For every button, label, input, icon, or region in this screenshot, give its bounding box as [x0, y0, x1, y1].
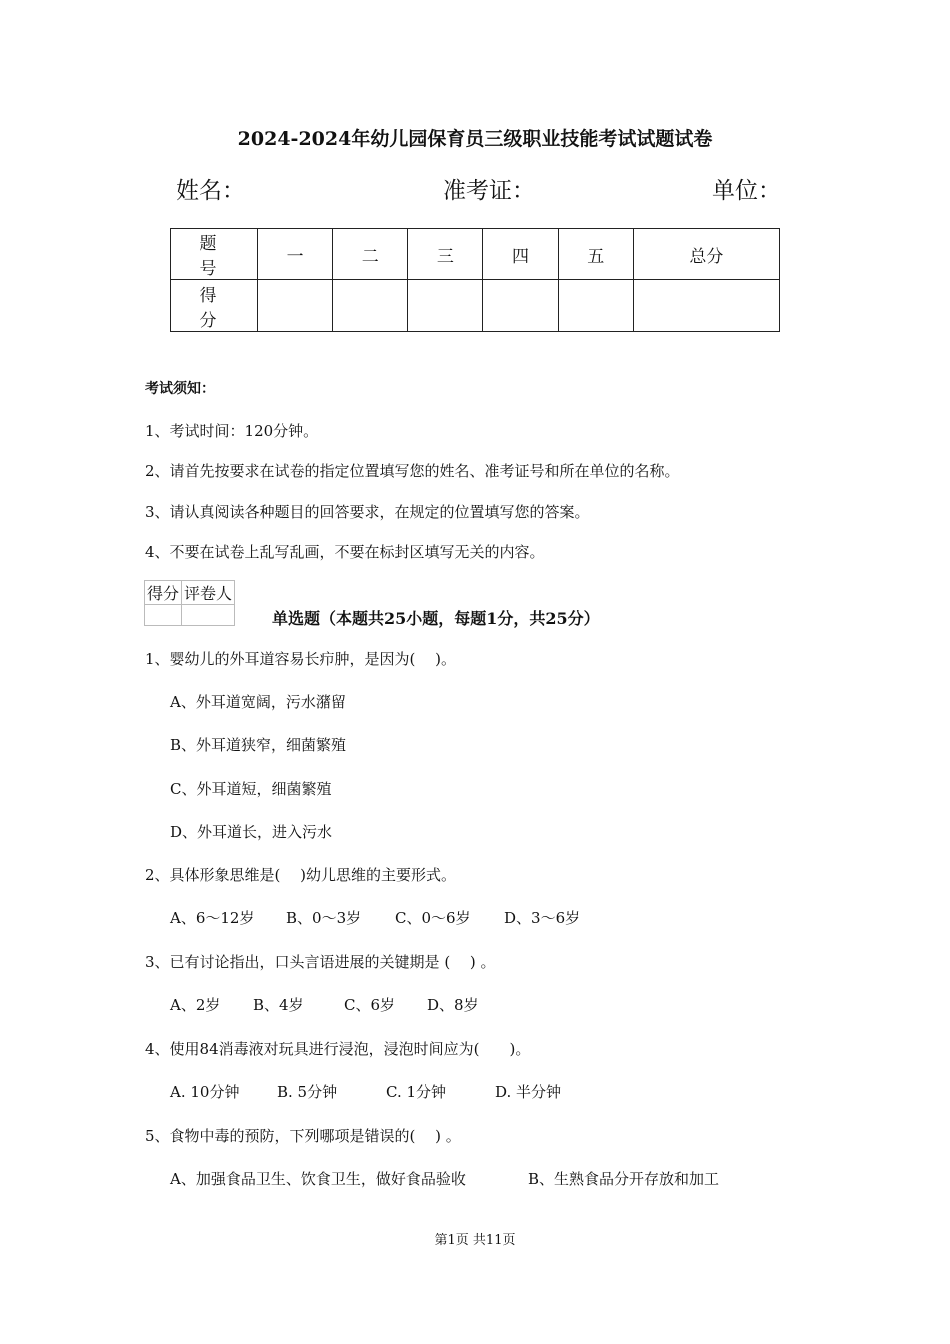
score-header-cell: 五: [558, 229, 633, 280]
question-option: A. 10分钟: [170, 1083, 240, 1101]
score-cell: [483, 280, 558, 332]
question-options-row: [170, 1168, 719, 1189]
question-option: C、0～6岁: [395, 909, 471, 927]
section-title: 单选题（本题共25小题，每题1分，共25分）: [272, 609, 600, 628]
question-option: A、6～12岁: [170, 909, 255, 927]
question-options-row: [170, 994, 479, 1015]
question-option: C、外耳道短，细菌繁殖: [170, 780, 332, 798]
name-field-label: 姓名：: [176, 178, 245, 204]
document-title: 2024-2024年幼儿园保育员三级职业技能考试试题试卷: [237, 128, 713, 150]
exam-id-field-label: 准考证：: [443, 178, 535, 204]
score-header-cell: 一: [258, 229, 333, 280]
question-option: B、0～3岁: [286, 909, 362, 927]
score-table-header-row: [171, 229, 780, 280]
question-option: B、生熟食品分开存放和加工: [528, 1170, 720, 1188]
question-text: 3、已有讨论指出，口头言语进展的关键期是 ( ) 。: [145, 953, 496, 971]
score-cell: [258, 280, 333, 332]
notice-item: 4、不要在试卷上乱写乱画，不要在标封区填写无关的内容。: [145, 543, 545, 561]
score-header-cell: 总分: [633, 229, 779, 280]
notice-item: 2、请首先按要求在试卷的指定位置填写您的姓名、准考证号和所在单位的名称。: [145, 462, 680, 480]
unit-field-label: 单位：: [712, 178, 781, 204]
score-table: [170, 228, 780, 332]
score-cell: [633, 280, 779, 332]
notice-heading: 考试须知：: [145, 381, 215, 397]
question-option: B. 5分钟: [277, 1083, 338, 1101]
score-header-cell: 题 号: [171, 229, 258, 280]
grader-reviewer-label: 评卷人: [182, 581, 235, 605]
score-cell: [408, 280, 483, 332]
question-option: D、外耳道长，进入污水: [170, 823, 333, 841]
question-option: A、加强食品卫生、饮食卫生，做好食品验收: [170, 1170, 466, 1188]
score-header-cell: 四: [483, 229, 558, 280]
question-option: D、3～6岁: [504, 909, 581, 927]
question-text: 2、具体形象思维是( )幼儿思维的主要形式。: [145, 866, 457, 884]
score-header-cell: 三: [408, 229, 483, 280]
score-cell: [558, 280, 633, 332]
question-option: D. 半分钟: [495, 1083, 562, 1101]
grader-reviewer-cell: [182, 605, 235, 626]
question-text: 1、婴幼儿的外耳道容易长疖肿，是因为( )。: [145, 650, 457, 668]
question-option: C. 1分钟: [386, 1083, 447, 1101]
question-option: B、外耳道狭窄，细菌繁殖: [170, 736, 347, 754]
score-header-cell: 二: [333, 229, 408, 280]
notice-item: 1、考试时间：120分钟。: [145, 422, 319, 440]
question-option: D、8岁: [427, 996, 479, 1014]
question-option: B、4岁: [253, 996, 304, 1014]
question-option: C、6岁: [344, 996, 396, 1014]
grader-box: [144, 580, 235, 626]
score-table-score-row: [171, 280, 780, 332]
score-row-label: 得 分: [171, 280, 258, 332]
page-footer: 第1页 共11页: [434, 1233, 516, 1248]
question-options-row: [170, 907, 580, 928]
grader-score-label: 得分: [145, 581, 182, 605]
grader-score-cell: [145, 605, 182, 626]
question-option: A、外耳道宽阔，污水潴留: [170, 693, 346, 711]
question-options-row: [170, 1081, 561, 1102]
score-cell: [333, 280, 408, 332]
question-option: A、2岁: [170, 996, 221, 1014]
notice-item: 3、请认真阅读各种题目的回答要求，在规定的位置填写您的答案。: [145, 503, 590, 521]
question-text: 4、使用84消毒液对玩具进行浸泡，浸泡时间应为( )。: [145, 1040, 531, 1058]
question-text: 5、食物中毒的预防，下列哪项是错误的( ) 。: [145, 1127, 461, 1145]
